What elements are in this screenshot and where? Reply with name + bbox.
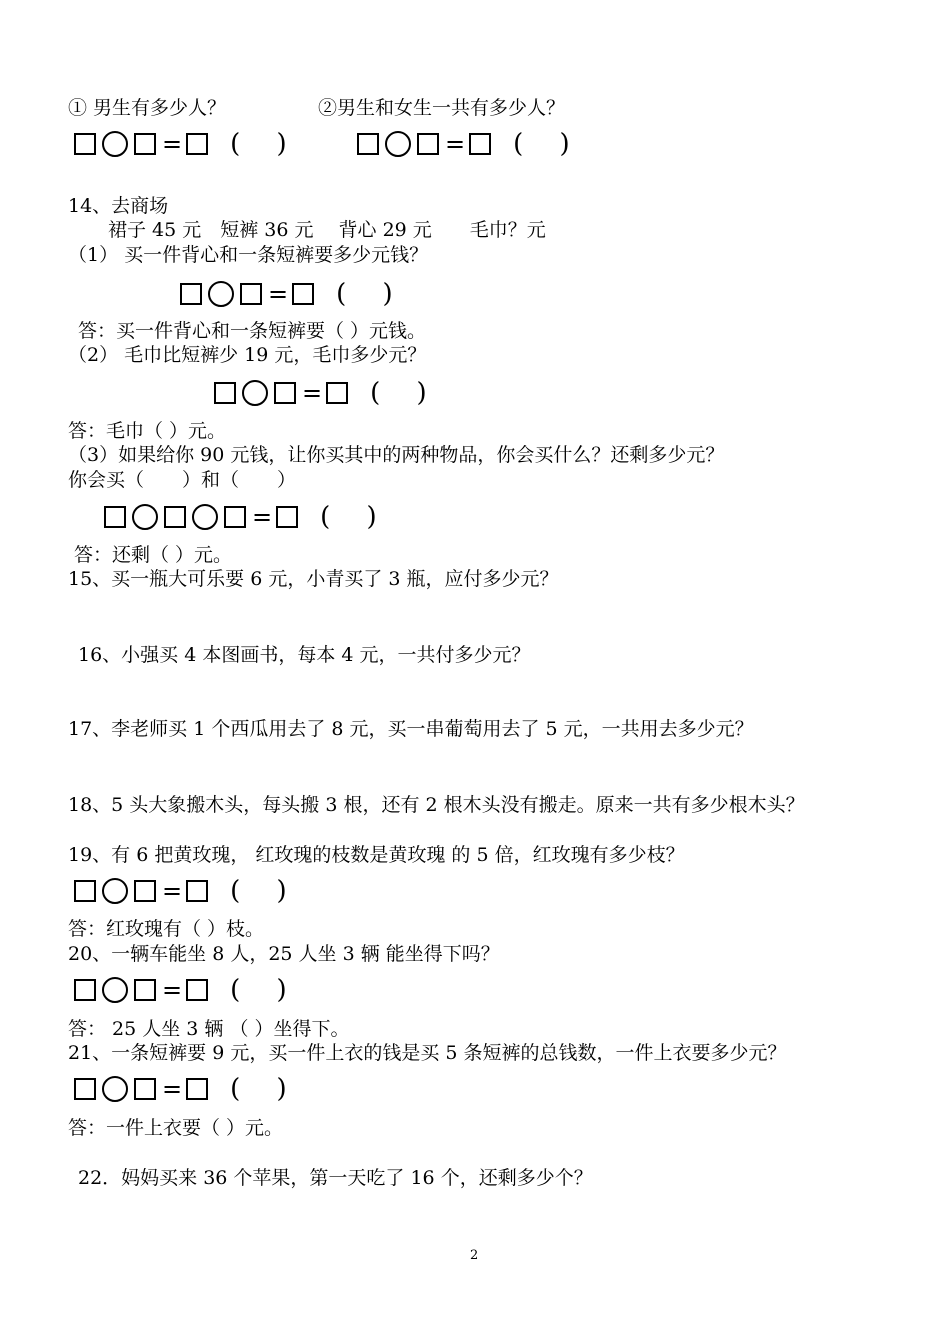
question-14-part-2-answer: 答：毛巾（ ）元。 <box>68 420 227 442</box>
question-14-part-1-answer: 答：买一件背心和一条短裤要（ ）元钱。 <box>78 320 427 342</box>
answer-box[interactable] <box>274 382 296 404</box>
question-14-items: 裙子 45 元 短裤 36 元 背心 29 元 毛巾？元 <box>108 219 546 241</box>
answer-box[interactable] <box>134 979 156 1001</box>
answer-box[interactable] <box>180 283 202 305</box>
answer-box[interactable] <box>74 880 96 902</box>
unit-parentheses[interactable]: ( ) <box>230 1074 301 1104</box>
question-22: 22．妈妈买来 36 个苹果，第一天吃了 16 个，还剩多少个？ <box>78 1167 593 1189</box>
equation-template-14-1 <box>180 279 407 309</box>
operator-circle[interactable] <box>242 380 268 406</box>
result-box[interactable] <box>186 133 208 155</box>
question-17: 17、李老师买 1 个西瓜用去了 8 元，买一串葡萄用去了 5 元，一共用去多少元？ <box>68 718 754 740</box>
question-14-part-1: （1） 买一件背心和一条短裤要多少元钱？ <box>68 244 429 266</box>
result-box[interactable] <box>186 880 208 902</box>
unit-parentheses[interactable]: ( ) <box>320 502 391 532</box>
equation-template-20 <box>74 975 301 1005</box>
result-box[interactable] <box>186 979 208 1001</box>
equals-sign: = <box>252 503 273 531</box>
result-box[interactable] <box>292 283 314 305</box>
result-box[interactable] <box>276 506 298 528</box>
answer-box[interactable] <box>134 1078 156 1100</box>
question-14-part-3-buy: 你会买（ ）和（ ） <box>68 469 297 491</box>
answer-box[interactable] <box>74 133 96 155</box>
answer-box[interactable] <box>74 979 96 1001</box>
result-box[interactable] <box>469 133 491 155</box>
equation-template-13b <box>357 129 584 159</box>
question-19-answer: 答：红玫瑰有（ ）枝。 <box>68 918 265 940</box>
answer-box[interactable] <box>104 506 126 528</box>
answer-box[interactable] <box>240 283 262 305</box>
answer-box[interactable] <box>417 133 439 155</box>
question-19: 19、有 6 把黄玫瑰， 红玫瑰的枝数是黄玫瑰 的 5 倍，红玫瑰有多少枝？ <box>68 844 685 866</box>
equals-sign: = <box>162 1075 183 1103</box>
operator-circle[interactable] <box>132 504 158 530</box>
equals-sign: = <box>162 130 183 158</box>
operator-circle[interactable] <box>102 878 128 904</box>
equation-template-21 <box>74 1074 301 1104</box>
unit-parentheses[interactable]: ( ) <box>230 129 301 159</box>
unit-parentheses[interactable]: ( ) <box>230 975 301 1005</box>
operator-circle[interactable] <box>192 504 218 530</box>
equals-sign: = <box>445 130 466 158</box>
equation-template-14-2 <box>214 378 441 408</box>
answer-box[interactable] <box>134 880 156 902</box>
question-15: 15、买一瓶大可乐要 6 元，小青买了 3 瓶，应付多少元？ <box>68 568 559 590</box>
question-13-part-2: ②男生和女生一共有多少人？ <box>318 97 566 119</box>
page-number: 2 <box>470 1248 479 1263</box>
equals-sign: = <box>268 280 289 308</box>
result-box[interactable] <box>186 1078 208 1100</box>
operator-circle[interactable] <box>385 131 411 157</box>
operator-circle[interactable] <box>208 281 234 307</box>
question-14-title: 14、去商场 <box>68 195 169 217</box>
question-20-answer: 答： 25 人坐 3 辆 （ ）坐得下。 <box>68 1018 350 1040</box>
question-16: 16、小强买 4 本图画书，每本 4 元，一共付多少元？ <box>78 644 531 666</box>
unit-parentheses[interactable]: ( ) <box>513 129 584 159</box>
question-18: 18、5 头大象搬木头，每头搬 3 根，还有 2 根木头没有搬走。原来一共有多少根木头？ <box>68 794 805 816</box>
answer-box[interactable] <box>164 506 186 528</box>
question-20: 20、一辆车能坐 8 人，25 人坐 3 辆 能坐得下吗？ <box>68 943 500 965</box>
operator-circle[interactable] <box>102 131 128 157</box>
answer-box[interactable] <box>357 133 379 155</box>
answer-box[interactable] <box>134 133 156 155</box>
unit-parentheses[interactable]: ( ) <box>336 279 407 309</box>
unit-parentheses[interactable]: ( ) <box>230 876 301 906</box>
answer-box[interactable] <box>224 506 246 528</box>
result-box[interactable] <box>326 382 348 404</box>
answer-box[interactable] <box>214 382 236 404</box>
question-14-part-3: （3）如果给你 90 元钱，让你买其中的两种物品，你会买什么？还剩多少元？ <box>68 444 725 466</box>
equals-sign: = <box>302 379 323 407</box>
answer-box[interactable] <box>74 1078 96 1100</box>
question-21-answer: 答：一件上衣要（ ）元。 <box>68 1117 284 1139</box>
operator-circle[interactable] <box>102 977 128 1003</box>
equation-template-19 <box>74 876 301 906</box>
question-14-part-2: （2） 毛巾比短裤少 19 元，毛巾多少元？ <box>68 344 427 366</box>
question-21: 21、一条短裤要 9 元，买一件上衣的钱是买 5 条短裤的总钱数，一件上衣要多少元？ <box>68 1042 787 1064</box>
equals-sign: = <box>162 877 183 905</box>
unit-parentheses[interactable]: ( ) <box>370 378 441 408</box>
operator-circle[interactable] <box>102 1076 128 1102</box>
question-13-part-1: ① 男生有多少人？ <box>68 97 227 119</box>
equation-template-13a <box>74 129 301 159</box>
equals-sign: = <box>162 976 183 1004</box>
equation-template-14-3 <box>104 502 391 532</box>
question-14-part-3-answer: 答：还剩（ ）元。 <box>74 544 233 566</box>
